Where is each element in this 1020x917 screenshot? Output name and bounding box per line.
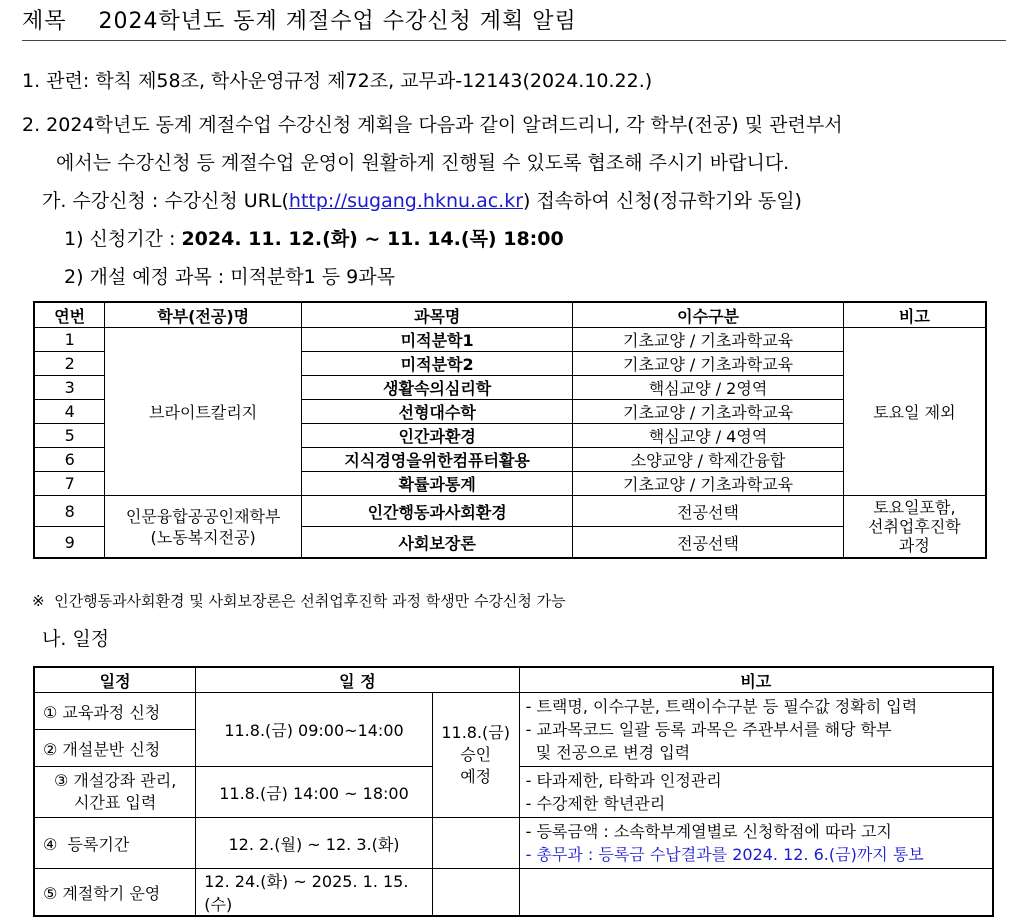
row-no: 7 [34,472,105,496]
reference-line: 1. 관련: 학칙 제58조, 학사운영규정 제72조, 교무과-12143(2024.10.22.) [22,70,653,92]
enrollment-note: ※ 인간행동과사회환경 및 사회보장론은 선취업후진학 과정 학생만 수강신청 가능 [32,592,566,610]
row-subject: 사회보장론 [301,527,572,559]
remark-line: - 타과제한, 타학과 인정관리 [525,771,722,790]
registration-prefix: 가. 수강신청 : 수강신청 URL( [42,190,289,212]
row-subject: 미적분학2 [301,352,572,376]
schedule-date: 12. 2.(월) ~ 12. 3.(화) [196,818,433,869]
row-type: 기초교양 / 기초과학교육 [573,328,843,352]
row-type: 기초교양 / 기초과학교육 [573,472,843,496]
row-no: 2 [34,352,105,376]
remark-no-saturday: 토요일 제외 [843,328,986,496]
empty-cell [432,818,519,869]
intro-line-continued: 에서는 수강신청 등 계절수업 운영이 원활하게 진행될 수 있도록 협조해 주시기 바랍니다. [56,152,790,174]
period-label: 1) 신청기간 : [64,228,182,250]
row-type: 전공선택 [573,527,843,559]
row-subject: 선형대수학 [301,400,572,424]
row-no: 4 [34,400,105,424]
row-type: 기초교양 / 기초과학교육 [573,400,843,424]
remark-saturday-included: 토요일포함, 선취업후진학 과정 [843,496,986,559]
remark-line: - 등록금액 : 소속학부계열별로 신청학점에 따라 고지 [525,822,892,841]
header-item: 일정 [34,667,196,693]
row-no: 9 [34,527,105,559]
row-subject: 확률과통계 [301,472,572,496]
registration-line [42,186,802,213]
remark-line: 및 전공으로 변경 입력 [525,743,691,762]
schedule-item: ④ 등록기간 [34,818,196,869]
header-no: 연번 [34,302,105,328]
table-row [34,693,993,730]
remark-line: - 교과목코드 일괄 등록 과목은 주관부서를 해당 학부 [525,720,892,739]
row-type: 핵심교양 / 4영역 [573,424,843,448]
schedule-date: 11.8.(금) 14:00 ~ 18:00 [196,767,433,818]
schedule-date: 12. 24.(화) ~ 2025. 1. 15.(수) [196,869,433,917]
schedule-table-header [34,667,993,693]
schedule-remark [519,767,993,818]
document-title: 제목 2024학년도 동계 계절수업 수강신청 계획 알림 [22,9,577,34]
row-subject: 생활속의심리학 [301,376,572,400]
course-table-header [34,302,986,328]
row-type: 핵심교양 / 2영역 [573,376,843,400]
row-subject: 미적분학1 [301,328,572,352]
sugang-url-link[interactable]: http://sugang.hknu.ac.kr [288,190,524,212]
table-row [34,496,986,527]
schedule-heading: 나. 일정 [42,628,110,650]
dept-bright-college: 브라이트칼리지 [105,328,302,496]
row-subject: 인간행동과사회환경 [301,496,572,527]
header-remark: 비고 [519,667,993,693]
schedule-table [33,666,994,917]
courses-line: 2) 개설 예정 과목 : 미적분학1 등 9과목 [64,266,395,288]
schedule-date: 11.8.(금) 09:00~14:00 [196,693,433,767]
schedule-item: ⑤ 계절학기 운영 [34,869,196,917]
remark-line: - 트랙명, 이수구분, 트랙이수구분 등 필수값 정확히 입력 [525,697,918,716]
schedule-item: ② 개설분반 신청 [34,730,196,767]
row-no: 1 [34,328,105,352]
dept-humanities: 인문융합공공인재학부 (노동복지전공) [105,496,302,559]
registration-suffix: ) 접속하여 신청(정규학기와 동일) [523,190,802,212]
header-date: 일 정 [196,667,519,693]
title-divider [22,40,1006,41]
table-row [34,328,986,352]
period-line [64,224,564,251]
schedule-remark [519,818,993,869]
remark-line: - 수강제한 학년관리 [525,794,666,813]
table-row [34,818,993,869]
intro-line: 2. 2024학년도 동계 계절수업 수강신청 계획을 다음과 같이 알려드리니, 각 학부(전공) 및 관련부서 [22,114,843,136]
period-value: 2024. 11. 12.(화) ~ 11. 14.(목) 18:00 [181,228,564,250]
row-no: 6 [34,448,105,472]
schedule-item: ③ 개설강좌 관리, 시간표 입력 [34,767,196,818]
header-dept: 학부(전공)명 [105,302,302,328]
row-no: 5 [34,424,105,448]
course-table [33,301,987,559]
row-no: 8 [34,496,105,527]
row-subject: 지식경영을위한컴퓨터활용 [301,448,572,472]
header-type: 이수구분 [573,302,843,328]
row-type: 전공선택 [573,496,843,527]
row-type: 소양교양 / 학제간융합 [573,448,843,472]
remark-line-blue: - 총무과 : 등록금 수납결과를 2024. 12. 6.(금)까지 통보 [525,845,924,864]
row-type: 기초교양 / 기초과학교육 [573,352,843,376]
header-remark: 비고 [843,302,986,328]
header-subject: 과목명 [301,302,572,328]
row-subject: 인간과환경 [301,424,572,448]
schedule-item: ① 교육과정 신청 [34,693,196,730]
row-no: 3 [34,376,105,400]
approval-date: 11.8.(금) 승인 예정 [432,693,519,818]
schedule-remark [519,693,993,767]
